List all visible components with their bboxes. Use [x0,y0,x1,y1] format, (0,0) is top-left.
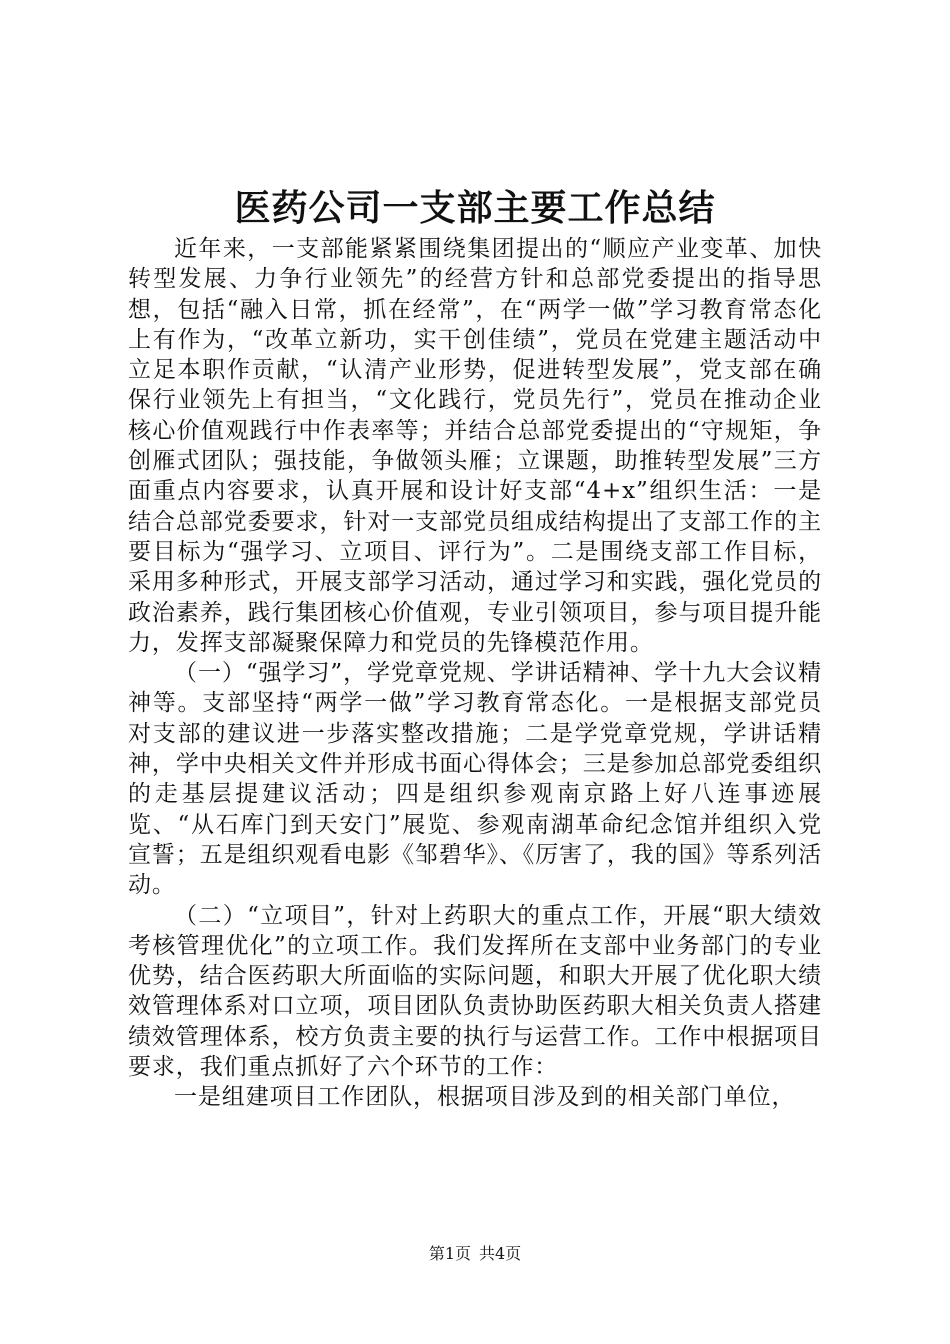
paragraph-step-one: 一是组建项目工作团队，根据项目涉及到的相关部门单位， [174,1084,796,1111]
page-number: 第1页 [428,1244,471,1263]
document-body [128,234,822,1113]
paragraph-strong-learning: （一）“强学习”，学党章党规、学讲话精神、学十九大会议精神等。支部坚持“两学一做”学习教育常态化。一是根据支部党员对支部的建议进一步落实整改措施；二是学党章党规，学讲话精神，学中央相关文件并形成书面心得体会；三是参加总部党委组织的走基层提建议活动；四是组织参观南京路上好八连事迹展览、“从石库门到天安门”展览、参观南湖革命纪念馆并组织入党宣誓；五是组织观看电影《邹碧华》、《厉害了，我的国》等系列活动。 [128,660,822,899]
paragraph-intro: 近年来，一支部能紧紧围绕集团提出的“顺应产业变革、加快转型发展、力争行业领先”的经营方针和总部党委提出的指导思想，包括“融入日常，抓在经常”，在“两学一做”学习教育常态化上有作为，“改革立新功，实干创佳绩”，党员在党建主题活动中立足本职作贡献，“认清产业形势，促进转型发展”，党支部在确保行业领先上有担当，“文化践行，党员先行”，党员在推动企业核心价值观践行中作表率等；并结合总部党委提出的“守规矩，争创雁式团队；强技能，争做领头雁；立课题，助推转型发展”三方面重点内容要求，认真开展和设计好支部“4+x”组织生活：一是结合总部党委要求，针对一支部党员组成结构提出了支部工作的主要目标为“强学习、立项目、评行为”。二是围绕支部工作目标，采用多种形式，开展支部学习活动，通过学习和实践，强化党员的政治素养，践行集团核心价值观，专业引领项目，参与项目提升能力，发挥支部凝聚保障力和党员的先锋模范作用。 [128,236,822,656]
document-title: 医药公司一支部主要工作总结 [234,187,716,229]
paragraph-project-setup: （二）“立项目”，针对上药职大的重点工作，开展“职大绩效考核管理优化”的立项工作。我们发挥所在支部中业务部门的专业优势，结合医药职大所面临的实际问题，和职大开展了优化职大绩效管理体系对口立项，项目团队负责协助医药职大相关负责人搭建绩效管理体系，校方负责主要的执行与运营工作。工作中根据项目要求，我们重点抓好了六个环节的工作： [128,902,822,1081]
page-footer [0,1243,950,1265]
page-total: 共4页 [479,1244,522,1263]
